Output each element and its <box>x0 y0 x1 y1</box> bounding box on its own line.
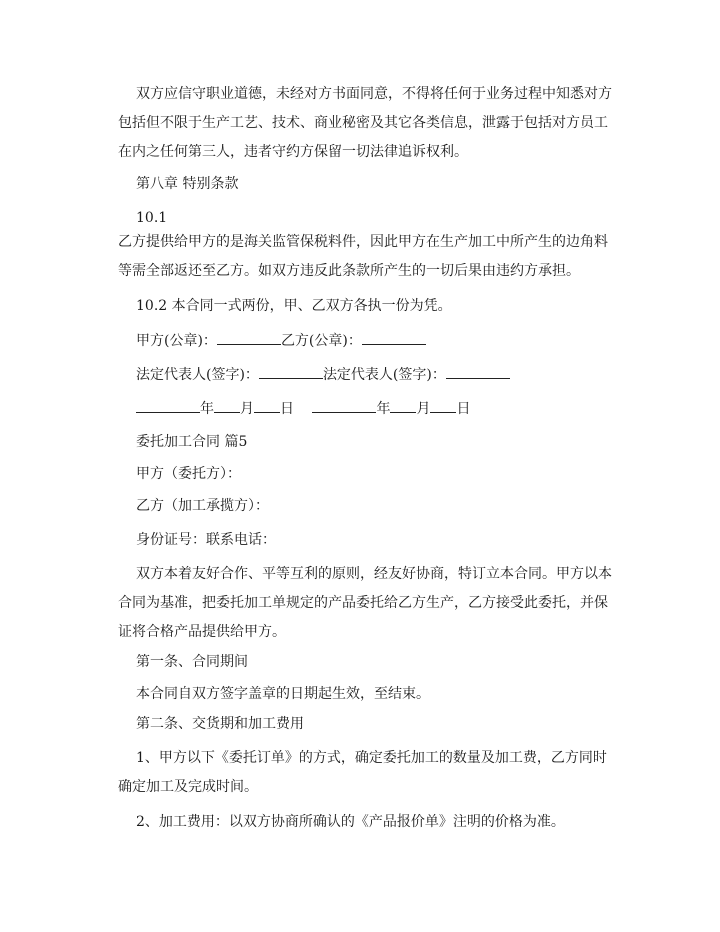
contract-title: 委托加工合同 篇5 <box>136 434 248 450</box>
rep-b-blank[interactable] <box>446 364 510 379</box>
article2-item1: 1、甲方以下《委托订单》的方式，确定委托加工的数量及加工费，乙方同时确定加工及完成时间。 <box>118 750 607 795</box>
day-a-blank[interactable] <box>254 398 280 413</box>
year-b-label: 年 <box>376 401 391 417</box>
day-b-label: 日 <box>456 401 471 417</box>
month-b-blank[interactable] <box>390 398 416 413</box>
month-a-blank[interactable] <box>214 398 240 413</box>
rep-a-label: 法定代表人(签字)： <box>136 367 259 383</box>
signature-date-line <box>136 398 470 419</box>
signature-seal-line <box>136 330 426 351</box>
party-b-line: 乙方（加工承揽方）： <box>136 498 269 514</box>
signature-rep-line <box>136 364 510 385</box>
party-b-seal-blank[interactable] <box>362 330 426 345</box>
party-a-seal-blank[interactable] <box>217 330 281 345</box>
article2-item2: 2、加工费用：以双方协商所确认的《产品报价单》注明的价格为准。 <box>136 814 565 830</box>
party-a-seal-label: 甲方(公章)： <box>136 333 217 349</box>
chapter-heading: 第八章 特别条款 <box>136 176 239 192</box>
year-a-blank[interactable] <box>136 398 200 413</box>
id-phone-line: 身份证号：联系电话： <box>136 532 276 548</box>
month-b-label: 月 <box>416 401 431 417</box>
article1-text: 本合同自双方签字盖章的日期起生效，至结束。 <box>136 686 430 702</box>
confidentiality-paragraph: 双方应信守职业道德，未经对方书面同意，不得将任何于业务过程中知悉对方包括但不限于生产工艺、技术、商业秘密及其它各类信息，泄露于包括对方员工在内之任何第三人，违者守约方保留一切法律追诉权利。 <box>118 86 612 160</box>
party-a-line: 甲方（委托方）： <box>136 466 241 482</box>
clause-text: 乙方提供给甲方的是海关监管保税料件，因此甲方在生产加工中所产生的边角料等需全部返还至乙方。如双方违反此条款所产生的一切后果由违约方承担。 <box>118 234 608 279</box>
article2-heading: 第二条、交货期和加工费用 <box>136 716 304 732</box>
clause-copies: 10.2 本合同一式两份，甲、乙双方各执一份为凭。 <box>136 298 452 314</box>
party-b-seal-label: 乙方(公章)： <box>280 333 362 349</box>
article1-heading: 第一条、合同期间 <box>136 654 248 670</box>
day-b-blank[interactable] <box>430 398 456 413</box>
rep-a-blank[interactable] <box>259 364 323 379</box>
rep-b-label: 法定代表人(签字)： <box>322 367 446 383</box>
clause-number: 10.1 <box>136 210 168 226</box>
day-a-label: 日 <box>280 401 294 417</box>
year-a-label: 年 <box>200 401 214 417</box>
month-a-label: 月 <box>240 401 254 417</box>
intro-paragraph: 双方本着友好合作、平等互利的原则，经友好协商，特订立本合同。甲方以本合同为基准，把委托加工单规定的产品委托给乙方生产，乙方接受此委托，并保证将合格产品提供给甲方。 <box>118 566 612 640</box>
year-b-blank[interactable] <box>312 398 376 413</box>
